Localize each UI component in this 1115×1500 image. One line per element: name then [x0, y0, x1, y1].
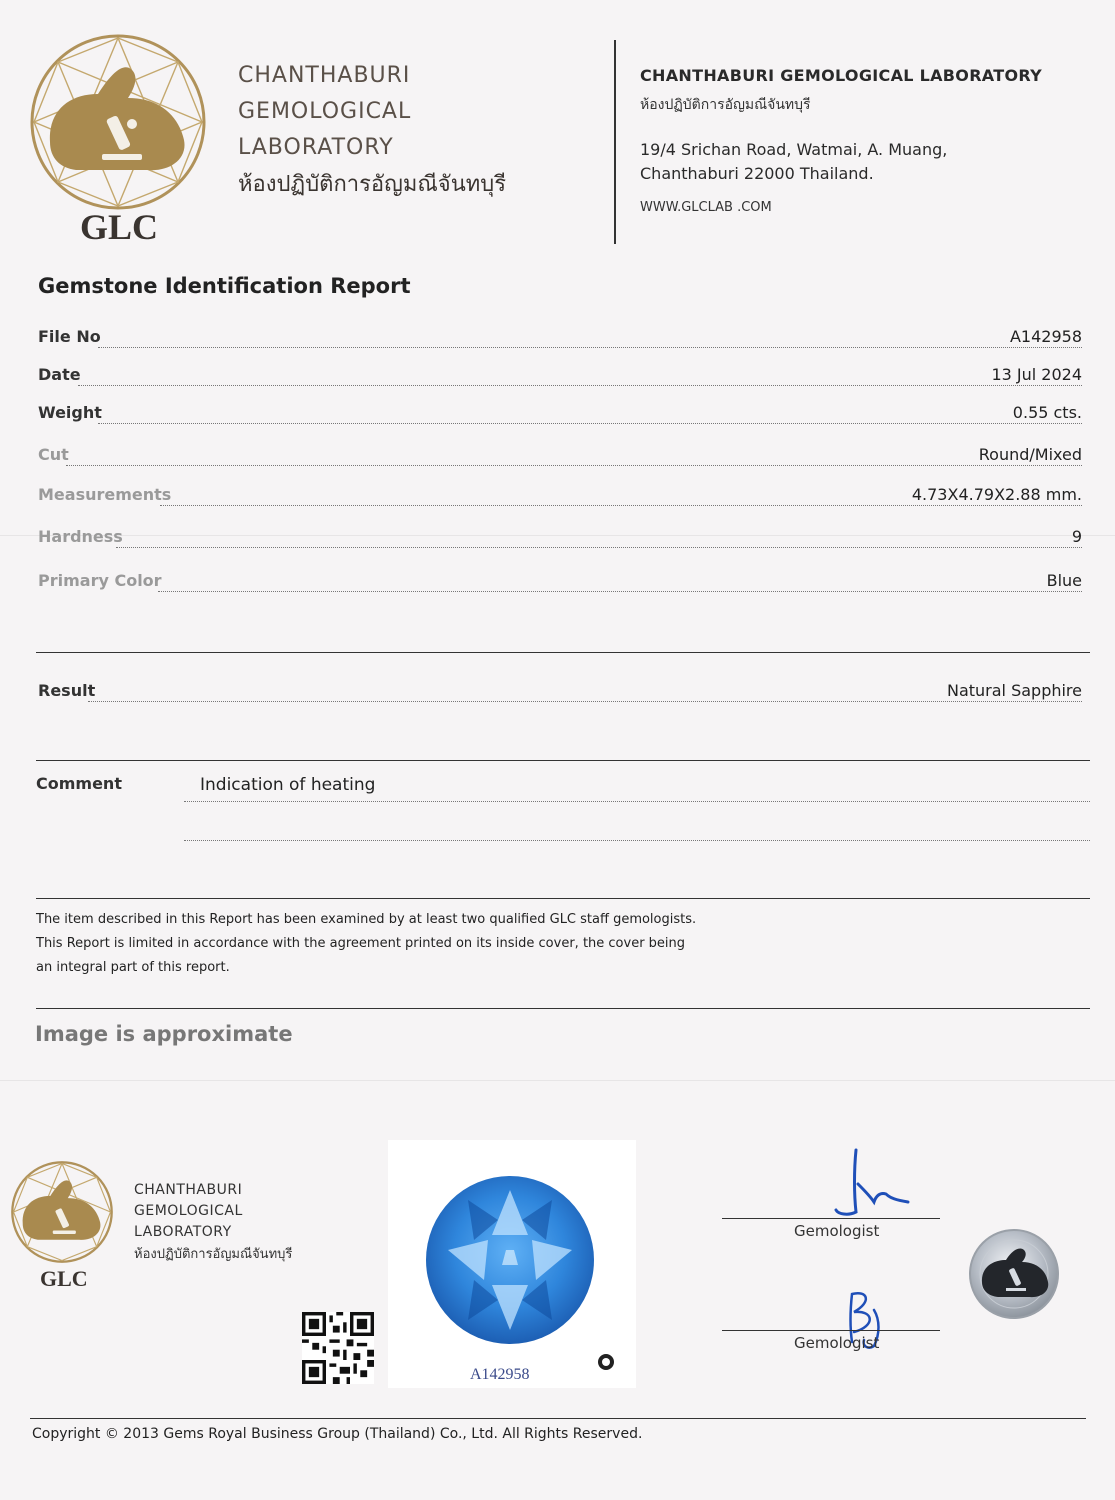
field-label: Cut	[38, 445, 69, 464]
lab-name-thai: ห้องปฏิบัติการอัญมณีจันทบุรี	[238, 172, 507, 197]
rabbit-microscope-logo-icon	[10, 1160, 114, 1264]
footer-lab-line: LABORATORY	[134, 1224, 232, 1240]
section-rule	[36, 760, 1090, 761]
footer-rule	[30, 1418, 1086, 1419]
field-label: Weight	[38, 403, 102, 422]
rabbit-microscope-logo-icon	[28, 32, 208, 212]
field-label: Hardness	[38, 527, 123, 546]
report-title: Gemstone Identification Report	[38, 274, 411, 298]
lab-title-right: CHANTHABURI GEMOLOGICAL LABORATORY	[640, 66, 1042, 85]
footer-lab-thai: ห้องปฏิบัติการอัญมณีจันทบุรี	[134, 1247, 293, 1262]
dotted-leader	[158, 591, 1082, 592]
field-label: Measurements	[38, 485, 172, 504]
lab-name-line: CHANTHABURI	[238, 63, 411, 88]
paper-fold	[0, 1080, 1115, 1081]
section-rule	[36, 652, 1090, 653]
footer-glc-logo	[10, 1160, 114, 1264]
field-label: File No	[38, 327, 101, 346]
field-value: 0.55 cts.	[1012, 403, 1082, 422]
address-line: Chanthaburi 22000 Thailand.	[640, 164, 874, 183]
disclaimer-line: This Report is limited in accordance with the agreement printed on its inside cover, the cover being	[36, 936, 686, 951]
sapphire-image-icon	[388, 1140, 636, 1388]
address-line: 19/4 Srichan Road, Watmai, A. Muang,	[640, 140, 948, 159]
dotted-leader	[98, 347, 1082, 348]
dotted-leader	[160, 505, 1082, 506]
photo-code: A142958	[470, 1366, 530, 1383]
hologram-seal-icon	[968, 1228, 1060, 1320]
gemologist-signature-1	[800, 1144, 920, 1218]
header-divider	[614, 40, 616, 244]
field-row	[38, 436, 1082, 466]
lab-name-line: LABORATORY	[238, 135, 394, 160]
field-row	[38, 562, 1082, 592]
field-row	[38, 476, 1082, 506]
field-row	[38, 318, 1082, 348]
result-label: Result	[38, 681, 96, 700]
dotted-leader	[98, 423, 1082, 424]
result-value: Natural Sapphire	[946, 681, 1082, 700]
gem-photo	[388, 1140, 636, 1388]
website-link[interactable]: WWW.GLCLAB .COM	[640, 200, 772, 215]
field-value: 9	[1071, 527, 1082, 546]
comment-value: Indication of heating	[200, 775, 376, 795]
image-note: Image is approximate	[35, 1022, 293, 1046]
disclaimer-line: The item described in this Report has been examined by at least two qualified GLC staff gemologists.	[36, 912, 697, 927]
copyright: Copyright © 2013 Gems Royal Business Group (Thailand) Co., Ltd. All Rights Reserved.	[32, 1426, 643, 1442]
qr-code[interactable]	[302, 1312, 374, 1384]
disclaimer-line: an integral part of this report.	[36, 960, 230, 975]
field-label: Date	[38, 365, 81, 384]
footer-glc-text: GLC	[40, 1266, 88, 1291]
dotted-leader	[66, 465, 1082, 466]
field-label: Primary Color	[38, 571, 162, 590]
dotted-leader	[184, 801, 1090, 802]
section-rule	[36, 898, 1090, 899]
field-value: Blue	[1046, 571, 1082, 590]
disclaimer	[36, 908, 696, 980]
lab-name-line: GEMOLOGICAL	[238, 99, 412, 124]
lab-title-thai-right: ห้องปฏิบัติการอัญมณีจันทบุรี	[640, 97, 811, 113]
dotted-leader	[88, 701, 1082, 702]
footer-lab-name	[134, 1180, 292, 1264]
result-row	[38, 672, 1082, 702]
field-row	[38, 394, 1082, 424]
signature-line	[722, 1330, 940, 1331]
qr-code-icon	[302, 1312, 374, 1384]
field-value: 4.73X4.79X2.88 mm.	[911, 485, 1082, 504]
signature-line	[722, 1218, 940, 1219]
field-row	[38, 518, 1082, 548]
comment-label: Comment	[36, 774, 122, 793]
hologram-seal	[968, 1228, 1060, 1320]
footer-lab-line: GEMOLOGICAL	[134, 1203, 243, 1219]
footer-lab-line: CHANTHABURI	[134, 1182, 243, 1198]
lab-contact-block	[640, 66, 1042, 215]
field-value: A142958	[1009, 327, 1082, 346]
dotted-leader	[184, 840, 1090, 841]
gemologist-label: Gemologist	[794, 1334, 880, 1352]
dotted-leader	[78, 385, 1082, 386]
field-value: Round/Mixed	[978, 445, 1082, 464]
logo-glc-text: GLC	[80, 207, 159, 247]
section-rule	[36, 1008, 1090, 1009]
field-value: 13 Jul 2024	[991, 365, 1082, 384]
lab-name-block	[238, 58, 506, 201]
glc-logo	[28, 32, 208, 212]
field-row	[38, 356, 1082, 386]
gemologist-label: Gemologist	[794, 1222, 880, 1240]
dotted-leader	[116, 547, 1082, 548]
